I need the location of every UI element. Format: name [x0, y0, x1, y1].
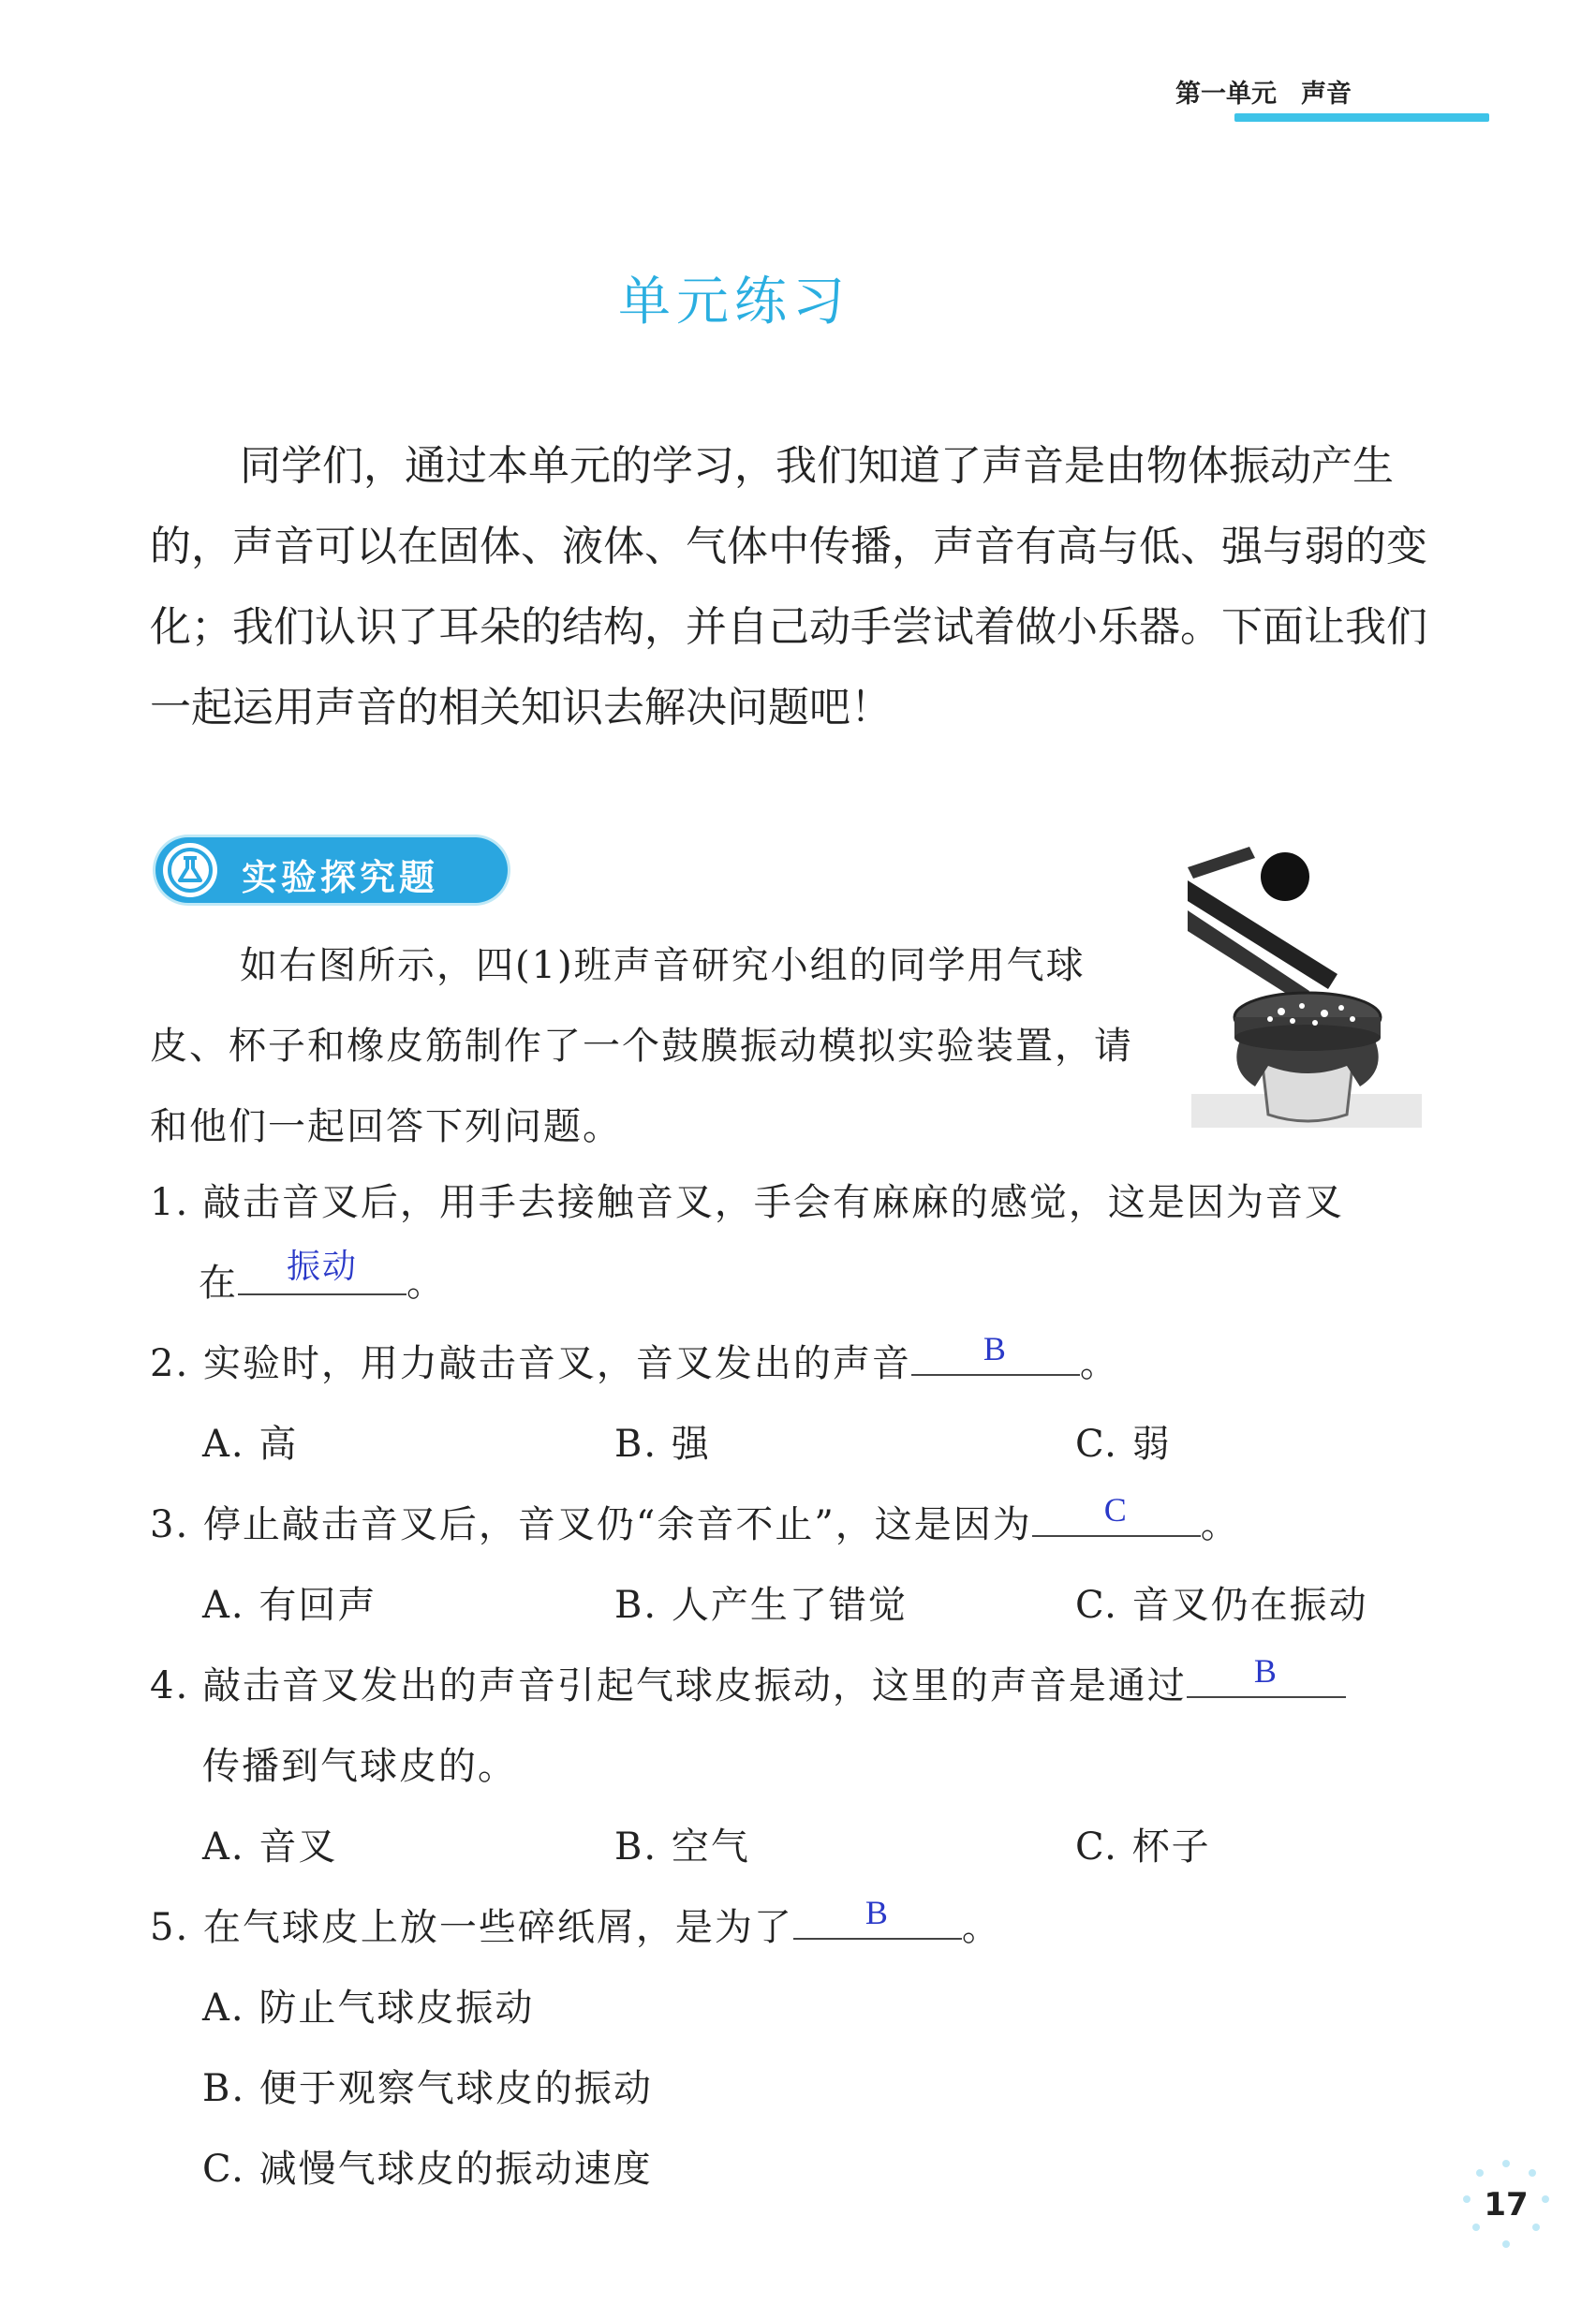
question-1-answer: 振动: [286, 1248, 358, 1285]
header-topic: 声音: [1301, 80, 1352, 109]
question-2: [150, 1330, 1119, 1387]
page-number: 17: [1484, 2186, 1529, 2224]
flask-icon: [163, 843, 217, 897]
intro-paragraph: 同学们，通过本单元的学习，我们知道了声音是由物体振动产生的，声音可以在固体、液体、气体中传播，声音有高与低、强与弱的变化；我们认识了耳朵的结构，并自己动手尝试着做小乐器。下面让我们一起运用声音的相关知识去解决问题吧！: [150, 442, 1427, 731]
header-unit: 第一单元: [1175, 80, 1277, 109]
question-3-answer: C: [1103, 1491, 1129, 1529]
question-2-answer: B: [983, 1330, 1008, 1367]
question-4-line-1: [150, 1652, 1346, 1709]
question-2-text: 2. 实验时，用力敲击音叉，音叉发出的声音: [150, 1342, 911, 1385]
page-number-badge: [1457, 2154, 1555, 2252]
question-2-blank[interactable]: [911, 1330, 1080, 1376]
section-label: 实验探究题: [242, 857, 439, 898]
question-1-line-2: [199, 1248, 446, 1307]
question-5-blank[interactable]: [793, 1894, 962, 1940]
question-5-text: 5. 在气球皮上放一些碎纸屑，是为了: [150, 1906, 793, 1949]
question-5-option-c[interactable]: C. 减慢气球皮的振动速度: [202, 2148, 653, 2191]
question-3-text: 3. 停止敲击音叉后，音叉仍“余音不止”，这是因为: [150, 1503, 1032, 1546]
question-1-text-b: 在: [199, 1262, 238, 1305]
question-4-option-c[interactable]: C. 杯子: [1075, 1825, 1211, 1869]
question-4-line-2: 传播到气球皮的。: [202, 1745, 517, 1788]
question-4-text: 4. 敲击音叉发出的声音引起气球皮振动，这里的声音是通过: [150, 1664, 1187, 1707]
question-5-end: 。: [961, 1906, 1001, 1949]
question-2-option-a[interactable]: A. 高: [202, 1423, 299, 1466]
question-3-end: 。: [1200, 1503, 1240, 1546]
question-4-option-a[interactable]: A. 音叉: [202, 1825, 338, 1869]
question-3: [150, 1491, 1240, 1548]
question-4-answer: B: [1253, 1652, 1278, 1690]
question-3-option-c[interactable]: C. 音叉仍在振动: [1075, 1584, 1368, 1627]
question-2-option-b[interactable]: B. 强: [614, 1423, 711, 1466]
question-1-line-1: 1. 敲击音叉后，用手去接触音叉，手会有麻麻的感觉，这是因为音叉: [150, 1181, 1344, 1224]
question-1-end: 。: [406, 1262, 446, 1305]
question-3-blank[interactable]: [1032, 1491, 1201, 1537]
header-accent-bar: [1234, 113, 1489, 122]
page-title: 单元练习: [618, 272, 850, 332]
question-2-option-c[interactable]: C. 弱: [1075, 1423, 1172, 1466]
question-4-option-b[interactable]: B. 空气: [614, 1825, 750, 1869]
running-header: [1175, 73, 1352, 110]
question-5: [150, 1894, 1001, 1951]
question-3-option-a[interactable]: A. 有回声: [202, 1584, 377, 1627]
experiment-stem: 如右图所示，四(1)班声音研究小组的同学用气球皮、杯子和橡皮筋制作了一个鼓膜振动模拟实验装置，请和他们一起回答下列问题。: [150, 944, 1133, 1148]
question-5-answer: B: [864, 1894, 890, 1931]
question-4-blank[interactable]: [1187, 1652, 1346, 1698]
question-5-option-a[interactable]: A. 防止气球皮振动: [202, 1987, 535, 2030]
question-3-option-b[interactable]: B. 人产生了错觉: [614, 1584, 908, 1627]
question-5-option-b[interactable]: B. 便于观察气球皮的振动: [202, 2067, 653, 2110]
drum-model-illustration: [1188, 834, 1424, 1139]
question-2-end: 。: [1079, 1342, 1119, 1385]
section-badge: [155, 837, 508, 903]
question-1-blank[interactable]: [238, 1248, 406, 1295]
